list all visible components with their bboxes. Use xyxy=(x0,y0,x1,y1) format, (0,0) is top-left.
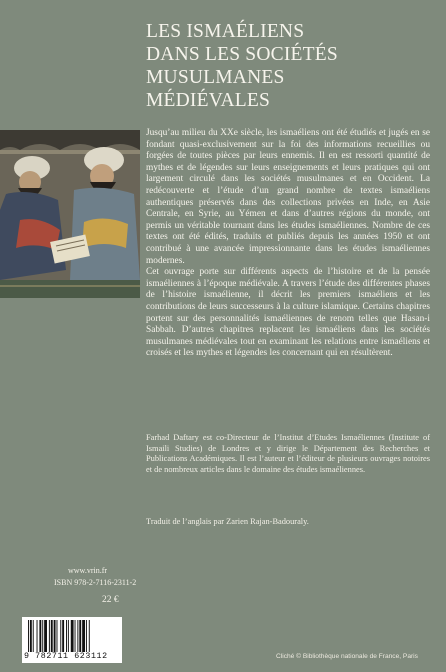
miniature-illustration xyxy=(0,130,140,298)
image-credit: Cliché © Bibliothèque nationale de France, Paris xyxy=(276,653,418,660)
title-line-1: LES ISMAÉLIENS xyxy=(146,21,305,42)
book-title xyxy=(146,20,436,112)
translator-credit: Traduit de l’anglais par Zarien Rajan-Badouraly. xyxy=(146,517,309,526)
publisher-url: www.vrin.fr xyxy=(68,566,108,575)
title-line-3: MUSULMANES xyxy=(146,67,285,88)
author-biography: Farhad Daftary est co-Directeur de l’Institut d’Etudes Ismaéliennes (Institute of Ismaili Studies) de Londres et y dirige le Département des Recherches et Publications Académiques. Il est l’auteur et l’éditeur de plusieurs ouvrages notoires et de nombreux articles dans le domaine des études ismaéliennes. xyxy=(146,433,430,474)
description-paragraph-1: Jusqu’au milieu du XXe siècle, les ismaéliens ont été étudiés et jugés en se fondant quasi-exclusivement sur la foi des informations recueillies ou forgées de toutes pièces par leurs ennemis. Il en est ressorti quantité de mythes et de légendes sur leurs enseignements et leurs pratiques qui ont largement circulé dans les sociétés musulmanes et en Occident. La redécouverte et l’étude d’un grand nombre de textes ismaéliens authentiques préservés dans des collections privées en Inde, en Asie Centrale, en Syrie, au Yémen et dans d’autres régions du monde, ont permis un véritable tournant dans les études ismaéliennes. Nombre de ces textes ont été édités, traduits et publiés depuis les années 1950 et ont contribué à une avancée impressionnante dans les études ismaéliennes modernes. xyxy=(146,128,430,266)
title-line-4: MÉDIÉVALES xyxy=(146,90,271,111)
isbn-number: ISBN 978-2-7116-2311-2 xyxy=(54,578,137,587)
back-cover-description xyxy=(146,128,430,360)
description-paragraph-2: Cet ouvrage porte sur différents aspects de l’histoire et de la pensée ismaéliennes à l’époque médiévale. A travers l’étude des différentes phases de l’histoire ismaélienne, il décrit les premiers ismaéliens et les contributions de leurs successeurs à la culture islamique. Certains chapitres portent sur des personnalités ismaéliennes de renom telles que Hasan-i Sabbah. D’autres chapitres replacent les ismaéliens dans les sociétés musulmanes médiévales tout en examinant les relations entre ismaéliens et croisés et les mythes et légendes les concernant qui en résultèrent. xyxy=(146,267,430,359)
title-line-2: DANS LES SOCIÉTÉS xyxy=(146,44,338,65)
price-label: 22 € xyxy=(102,595,119,605)
barcode-digits: 9 782711 623112 xyxy=(24,652,108,661)
